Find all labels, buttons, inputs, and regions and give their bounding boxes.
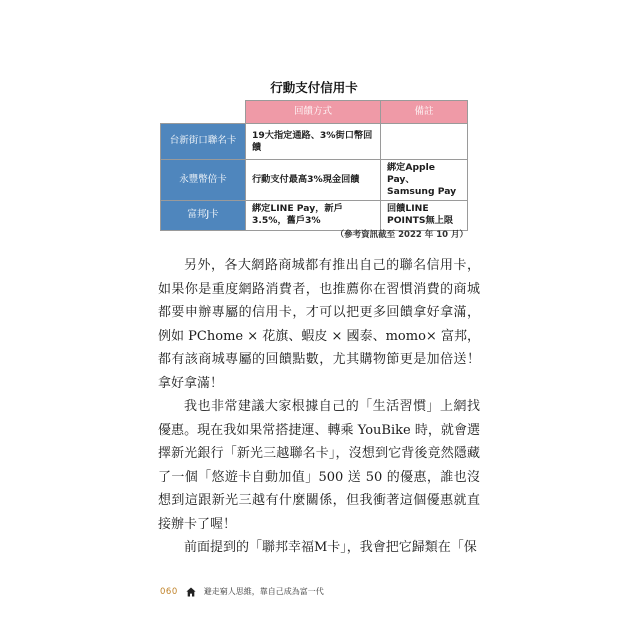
- page-number: 060: [160, 586, 178, 597]
- header-corner-cell: [161, 101, 246, 124]
- paragraph: 我也非常建議大家根據自己的「生活習慣」上網找優惠。現在我如果常搭捷運、轉乘 YouBike 時，就會選擇新光銀行「新光三越聯名卡」，沒想到它背後竟然隱藏了一個「悠遊卡自動加值」500 送 50 的優惠，誰也沒想到這跟新光三越有什麼關係，但我衝著這個優惠就直接辦卡了喔！: [158, 399, 480, 532]
- table-row: [161, 200, 468, 230]
- home-icon: [186, 587, 196, 597]
- reward-cell: 19大指定通路、3%街口幣回饋: [246, 124, 381, 160]
- card-name-cell: 台新街口聯名卡: [161, 124, 246, 160]
- paragraph: 前面提到的「聯邦幸福M卡」，我會把它歸類在「保: [184, 540, 477, 555]
- table-title: 行動支付信用卡: [270, 80, 358, 95]
- note-cell: 綁定Apple Pay、Samsung Pay: [381, 160, 468, 201]
- table-row: [161, 124, 468, 160]
- running-title: 避走窮人思維，靠自己成為富一代: [203, 587, 324, 596]
- table-row: [161, 160, 468, 201]
- reward-cell: 綁定LINE Pay，新戶3.5%，舊戶3%: [246, 200, 381, 230]
- card-name-cell: 永豐幣倍卡: [161, 160, 246, 201]
- note-cell: 回饋LINE POINTS無上限: [381, 200, 468, 230]
- note-cell: [381, 124, 468, 160]
- table-header-row: [161, 101, 468, 124]
- credit-card-table: [160, 100, 468, 231]
- paragraph: 另外，各大網路商城都有推出自己的聯名信用卡，如果你是重度網路消費者，也推薦你在習慣消費的商城都要申辦專屬的信用卡，才可以把更多回饋拿好拿滿，例如 PChome × 花旗、蝦皮 × 國泰、momo× 富邦，都有該商城專屬的回饋點數，尤其購物節更是加倍送！拿好拿滿！: [158, 258, 480, 391]
- header-reward-method: 回饋方式: [246, 101, 381, 124]
- page-footer: [160, 586, 324, 597]
- source-note: （參考資訊截至 2022 年 10 月）: [335, 230, 468, 240]
- header-note: 備註: [381, 101, 468, 124]
- body-text: [158, 254, 480, 560]
- reward-cell: 行動支付最高3%現金回饋: [246, 160, 381, 201]
- card-name-cell: 富邦J卡: [161, 200, 246, 230]
